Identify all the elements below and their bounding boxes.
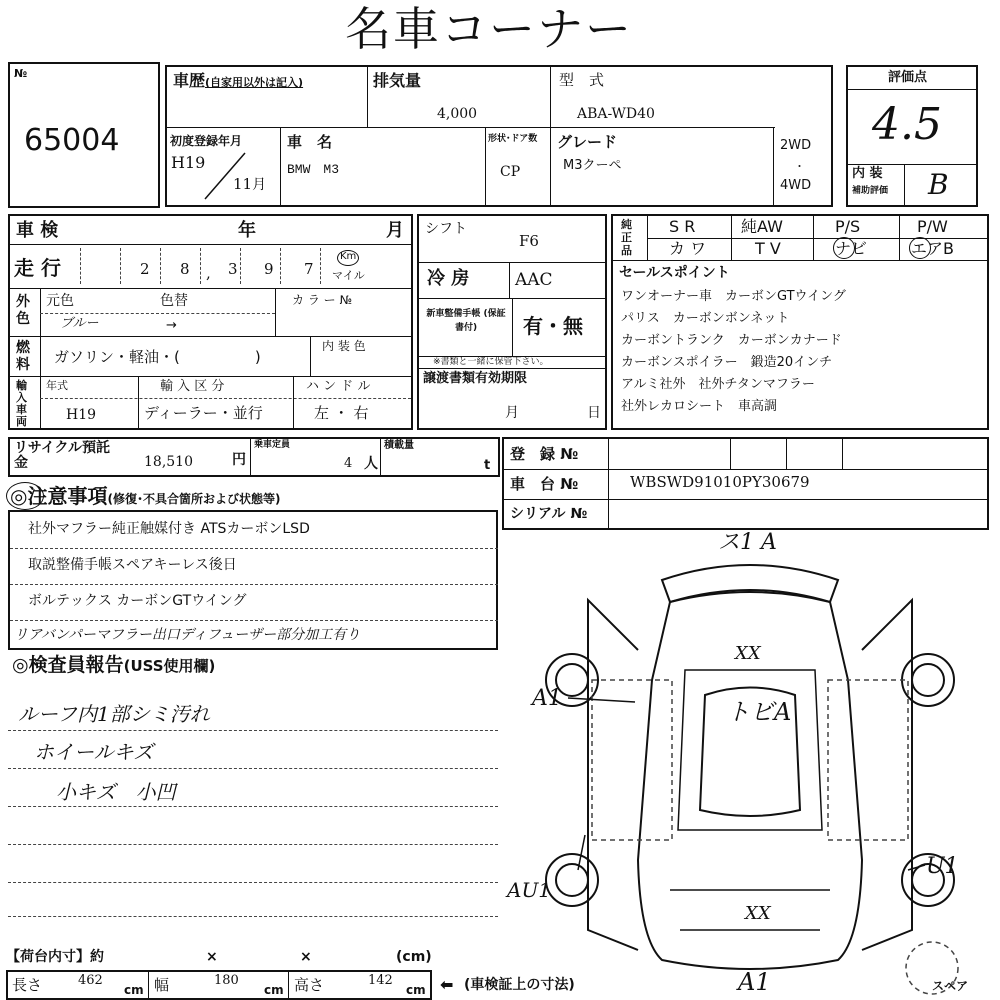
inspector-line: ホイールキズ [34, 740, 154, 764]
height-value: 142 [368, 973, 393, 988]
vehicle-info-box [165, 65, 833, 207]
handle-value: 左 ・ 右 [314, 404, 369, 422]
drive-2wd: 2WD [780, 138, 812, 153]
displacement-value: 4,000 [437, 106, 478, 122]
spare-label: スペア [932, 979, 969, 993]
car-name-value: BMW M3 [287, 162, 340, 177]
mark-trunk: XX [745, 903, 771, 924]
sales-point-line: ワンオーナー車 カーボンGTウイング [621, 289, 846, 304]
sales-points-label: セールスポイント [619, 265, 730, 281]
width-unit: cm [264, 983, 284, 997]
airbag-circle [909, 237, 931, 259]
original-color-value: ブルー [60, 316, 99, 331]
interior-score: B [928, 168, 949, 201]
dimension-arrow-icon: ⬅ [440, 975, 454, 994]
notices-title: ◎注意事項(修復･不具合箇所および状態等) [10, 484, 281, 508]
shaken-label: 車 検 [16, 220, 59, 241]
equip-sr: S R [669, 217, 696, 236]
aux-eval-label: 補助評価 [852, 186, 889, 196]
notice-line: ボルテックス カーボンGTウイング [28, 593, 247, 609]
capacity-unit: 人 [364, 456, 378, 472]
import-label: 輸入車両 [16, 379, 27, 429]
length-label: 長さ [12, 976, 43, 994]
equip-genuine-aw: 純AW [741, 217, 783, 236]
interior-color-label: 内 装 色 [322, 339, 366, 353]
equip-airbag: エアB [911, 239, 954, 258]
recycle-label: リサイクル預託金 [14, 440, 111, 472]
transfer-day: 日 [587, 405, 601, 421]
fuel-options: ガソリン・軽油・( ) [54, 348, 261, 366]
load-unit: t [484, 458, 491, 473]
grade-value: M3クーペ [563, 158, 622, 173]
shape-label: 形状･ドア数 [488, 134, 538, 144]
equip-pw: P/W [917, 217, 948, 236]
mark-front: A1 [738, 968, 771, 996]
cargo-x1: × [206, 949, 218, 965]
recycle-block [8, 437, 500, 477]
inspector-line: 小キズ 小凹 [56, 780, 176, 804]
mileage-digit-4: 9 [264, 260, 274, 278]
sales-point-line: カーボントランク カーボンカナード [621, 333, 842, 348]
mileage-digit-1: 2 [140, 260, 150, 278]
reg-no-label: 登 録 № [510, 445, 579, 463]
shift-label: シフト [425, 221, 467, 237]
notices-block [8, 510, 498, 650]
score-label: 評価点 [888, 70, 928, 85]
lot-box [8, 62, 160, 208]
inspector-line: ルーフ内1部シミ汚れ [18, 702, 210, 726]
car-diagram [500, 530, 1000, 1000]
equip-ps: P/S [835, 217, 861, 236]
exterior-label: 外色 [16, 294, 30, 327]
mileage-digit-5: 7 [304, 260, 314, 278]
ac-value: AAC [515, 270, 553, 290]
maintenance-value: 有・無 [523, 314, 583, 338]
registration-block [502, 437, 989, 530]
fuel-label: 燃料 [16, 340, 30, 373]
mark-roof: XX [735, 643, 761, 664]
genuine-label: 純正品 [621, 218, 632, 258]
maintenance-note: ※書類と一緒に保管下さい。 [433, 357, 549, 367]
import-year-label: 年式 [46, 379, 68, 392]
grade-label: グレード [557, 133, 618, 151]
mileage-sep: , [206, 264, 211, 282]
shape-value: CP [500, 164, 521, 180]
capacity-value: 4 [344, 456, 353, 471]
mileage-digit-2: 8 [180, 260, 190, 278]
chassis-no-label: 車 台 № [510, 475, 579, 493]
repaint-label: 色替 [160, 293, 188, 309]
dimensions-note: (車検証上の寸法) [464, 977, 575, 993]
drive-4wd: 4WD [780, 178, 812, 193]
notice-line: 取説整備手帳スペアキーレス後日 [28, 557, 237, 573]
first-reg-label: 初度登録年月 [170, 134, 243, 148]
length-unit: cm [124, 983, 144, 997]
dimensions-block [6, 970, 432, 1000]
sales-point-line: 社外レカロシート 車高調 [621, 399, 778, 414]
sales-point-line: パリス カーボンボンネット [621, 311, 790, 326]
chassis-no-value: WBSWD91010PY30679 [630, 473, 810, 491]
load-label: 積載量 [384, 440, 414, 451]
capacity-label: 乗車定員 [254, 440, 291, 450]
shift-value: F6 [519, 232, 539, 250]
inspection-block [8, 214, 413, 430]
shaken-year-unit: 年 [238, 220, 256, 241]
car-name-label: 車 名 [287, 133, 333, 151]
notice-line: 社外マフラー純正触媒付き ATSカーボンLSD [28, 521, 310, 537]
maintenance-label: 新車整備手帳 (保証書付) [426, 309, 506, 333]
shaken-month-unit: 月 [386, 220, 404, 241]
displacement-label: 排気量 [373, 71, 422, 90]
score-value: 4.5 [872, 99, 942, 150]
interior-label: 内 装 [852, 166, 883, 181]
transfer-month: 月 [505, 405, 519, 421]
mileage-unit-km: Km [340, 251, 357, 262]
color-arrow: → [166, 318, 177, 333]
mark-right-rear: U1 [926, 854, 959, 879]
page-title: 名車コーナー [345, 2, 633, 56]
mark-rear: ス1 A [718, 530, 777, 555]
lot-label: № [14, 67, 28, 80]
ac-label: 冷 房 [427, 268, 470, 289]
score-box [846, 65, 978, 207]
recycle-unit: 円 [232, 452, 246, 468]
drive-dot: ・ [794, 160, 805, 173]
mark-left-door: A1 [532, 686, 562, 711]
import-category-value: ディーラー・並行 [144, 404, 263, 422]
cargo-label: 【荷台内寸】約 [6, 949, 104, 965]
original-color-label: 元色 [46, 293, 74, 309]
history-label: 車歴(自家用以外は記入) [173, 71, 304, 90]
handle-label: ハ ン ド ル [306, 379, 371, 394]
import-category-label: 輸 入 区 分 [160, 379, 225, 394]
mark-sunroof: トビA [726, 698, 792, 726]
sales-point-line: カーボンスポイラー 鍛造20インチ [621, 355, 833, 370]
mileage-digit-3: 3 [228, 260, 238, 278]
inspector-lines [8, 690, 498, 950]
navi-circle [833, 237, 855, 259]
width-label: 幅 [154, 976, 170, 994]
sales-point-line: アルミ社外 社外チタンマフラー [621, 377, 815, 392]
height-label: 高さ [294, 976, 325, 994]
height-unit: cm [406, 983, 426, 997]
width-value: 180 [214, 973, 239, 988]
recycle-value: 18,510 [144, 454, 193, 470]
mileage-unit-mile: マイル [332, 269, 365, 282]
first-reg-month: 11月 [233, 175, 267, 193]
lot-number: 65004 [24, 123, 120, 158]
model-type-label: 型 式 [559, 71, 605, 89]
mileage-label: 走 行 [14, 256, 61, 280]
equip-leather: カ ワ [669, 239, 707, 258]
length-value: 462 [78, 973, 103, 988]
notice-line: リアバンパーマフラー出口ディフューザー部分加工有り [14, 627, 361, 643]
import-year: H19 [66, 407, 97, 423]
equip-navi: ナビ [835, 239, 868, 258]
shift-block [417, 214, 607, 430]
mark-left-rear: AU1 [507, 878, 552, 902]
equipment-block [611, 214, 989, 430]
inspector-title: ◎検査員報告(USS使用欄) [12, 654, 216, 676]
serial-no-label: シリアル № [510, 506, 588, 522]
model-type-value: ABA-WD40 [577, 106, 655, 122]
equip-tv: T V [755, 239, 781, 258]
cargo-unit: (cm) [396, 949, 432, 965]
cargo-x2: × [300, 949, 312, 965]
transfer-label: 譲渡書類有効期限 [423, 371, 528, 386]
first-reg-year: H19 [171, 153, 206, 172]
color-no-label: カ ラ ー № [292, 293, 352, 307]
